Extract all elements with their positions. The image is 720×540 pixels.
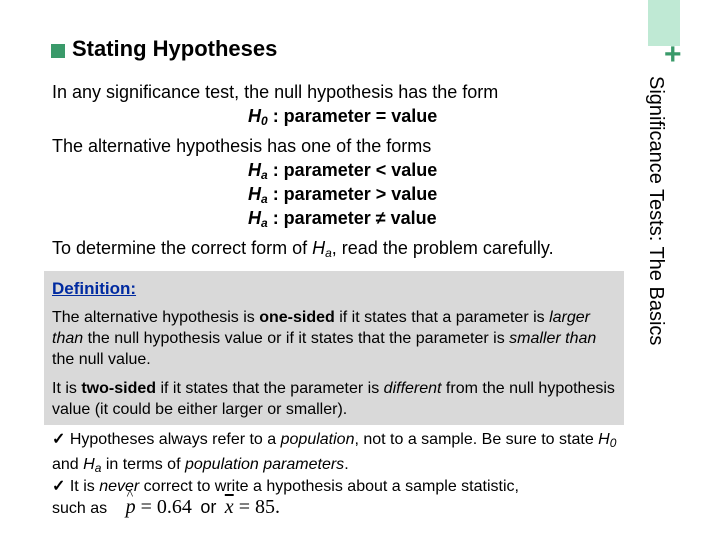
formula-x-bar: $\overline{x} = 85$. <box>224 496 280 518</box>
alt-hypothesis-3: $H_a$ : parameter ≠ value <box>248 208 437 230</box>
side-title: Significance Tests: The Basics <box>645 76 667 346</box>
alt-hypothesis-1: $H_a$ : parameter < value <box>248 160 438 182</box>
note-never-example: such as ^ p = 0.64 or $\overline{x} = 85$. <box>52 497 618 519</box>
note-never: ✓ It is never correct to write a hypothesis about a sample statistic, <box>52 478 519 495</box>
definition-two-sided: It is two-sided if it states that the parameter is different from the null hypothesis value (it could be either larger or smaller). <box>52 380 615 418</box>
null-hypothesis: $H_0$ : parameter = value <box>248 106 438 128</box>
slide-title: Stating Hypotheses <box>72 36 278 61</box>
check-icon: ✓ <box>52 478 66 495</box>
definition-one-sided: The alternative hypothesis is one-sided if it states that a parameter is larger than the null hypothesis value or if it states that the parameter is smaller than the null value. <box>52 309 597 368</box>
check-icon: ✓ <box>52 431 66 448</box>
alt-intro-text: The alternative hypothesis has one of the forms <box>52 136 432 156</box>
formula-p-hat: ^ p = 0.64 <box>126 496 192 518</box>
square-bullet-icon <box>51 44 65 58</box>
determine-text: To determine the correct form of $H_a$, read the problem carefully. <box>52 238 554 260</box>
note-population: ✓ Hypotheses always refer to a population, not to a sample. Be sure to state $H_0$ and $H_a$ in terms of population parameters. <box>52 431 617 475</box>
definition-heading: Definition: <box>52 279 137 298</box>
alt-hypothesis-2: $H_a$ : parameter > value <box>248 184 438 206</box>
intro-text: In any significance test, the null hypothesis has the form <box>52 82 499 102</box>
plus-icon: + <box>664 38 682 71</box>
